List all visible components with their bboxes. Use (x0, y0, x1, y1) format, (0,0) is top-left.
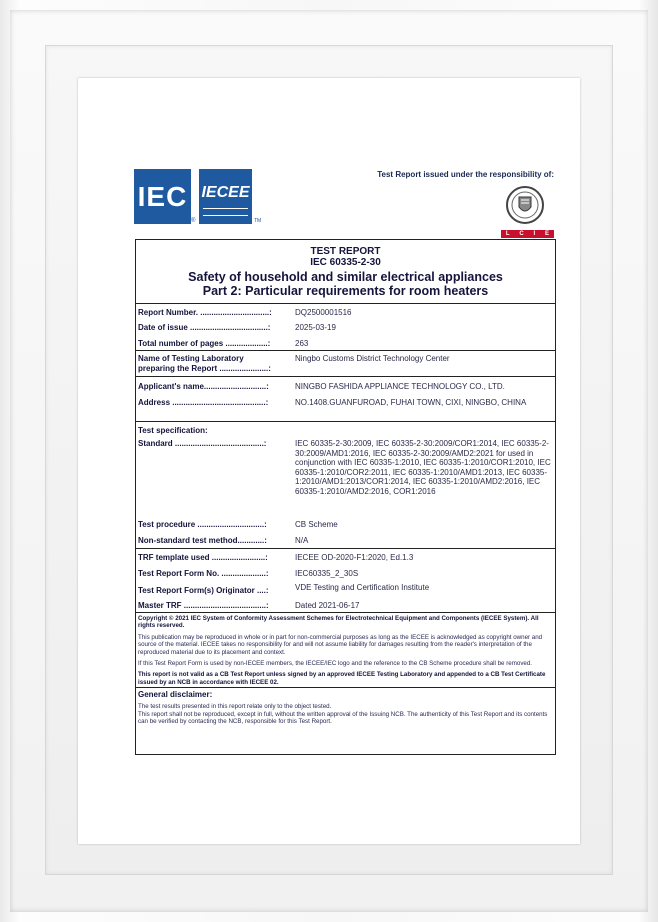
pages-label: Total number of pages ...................: (138, 339, 271, 348)
disclaimer-line-1: The test results presented in this report relate only to the object tested. (138, 703, 332, 711)
address-label: Address ..........................................: (138, 398, 269, 407)
row-date-of-issue (136, 319, 555, 335)
row-trf-form (136, 565, 555, 581)
applicant-label: Applicant's name............................: (138, 382, 269, 391)
iecee-logo-stripes (203, 208, 248, 216)
report-number-label: Report Number. ...............................: (138, 308, 272, 317)
pages-value: 263 (295, 339, 309, 348)
row-trf-originator (136, 581, 555, 597)
lcie-letter-c: C (519, 231, 524, 237)
master-value: Dated 2021-06-17 (295, 601, 360, 610)
originator-label: Test Report Form(s) Originator ....: (138, 586, 269, 595)
report-number-value: DQ2500001516 (295, 308, 352, 317)
row-report-number (136, 304, 555, 319)
lcie-letter-l: L (505, 231, 510, 237)
iecee-logo-text: IECEE (201, 184, 250, 201)
standard-value: IEC 60335-2-30:2009, IEC 60335-2-30:2009/COR1:2014, IEC 60335-2-30:2009/AMD1:2016, IEC 60335-2-30:2009/AMD2:2021 for used in conjunction with IEC 60335-1:2010, IEC 60335-1:2010/COR1:2010, IEC 60335-1:2010/COR2:2011, IEC 60335-1:2010/AMD1:2013, IEC 60335-1:2010/AMD1:2013/COR1:2014, IEC 60335-1:2010/AMD2:2016, IEC 60335-1:2010/AMD2:2016, COR1:2016 (295, 439, 551, 496)
trf-template-value: IECEE OD-2020-F1:2020, Ed.1.3 (295, 553, 414, 562)
test-report-table (135, 239, 556, 755)
report-part: Part 2: Particular requirements for room heaters (202, 284, 489, 298)
lab-label-line1: Name of Testing Laboratory (138, 354, 244, 363)
disclaimer-title: General disclaimer: (138, 690, 213, 700)
procedure-label: Test procedure ..............................: (138, 520, 267, 529)
report-title-block (136, 240, 555, 304)
report-standard: IEC 60335-2-30 (310, 257, 381, 268)
lcie-letter-i: I (533, 231, 536, 237)
iecee-logo (199, 169, 252, 224)
row-test-procedure (136, 517, 555, 533)
trf-form-label: Test Report Form No. ....................: (138, 569, 269, 578)
spec-label: Test specification: (138, 426, 208, 435)
row-standard (136, 436, 555, 517)
row-test-specification (136, 422, 555, 436)
row-address (136, 394, 555, 422)
notice-text-group (136, 613, 555, 687)
row-total-pages (136, 335, 555, 351)
registered-mark: ® (191, 218, 196, 224)
trademark-mark: TM (254, 218, 262, 224)
trf-form-value: IEC60335_2_30S (295, 569, 359, 578)
copyright-block (136, 612, 555, 688)
issued-by-text: Test Report issued under the responsibility of: (377, 170, 554, 179)
applicant-value: NINGBO FASHIDA APPLIANCE TECHNOLOGY CO., LTD. (295, 382, 505, 391)
row-master-trf (136, 597, 555, 612)
copyright-text: Copyright © 2021 IEC System of Conformity Assessment Schemes for Electrotechnical Equipment and Components (IECEE System). All rights reserved. (138, 615, 539, 630)
lab-value: Ningbo Customs District Technology Center (295, 354, 450, 363)
row-testing-lab (136, 351, 555, 377)
originator-value: VDE Testing and Certification Institute (295, 583, 430, 592)
validity-text: This report is not valid as a CB Test Report unless signed by an approved IECEE Testing Laboratory and appended to a CB Test Certificate issued by an NCB in accordance with IECEE 02. (138, 671, 546, 686)
date-value: 2025-03-19 (295, 323, 336, 332)
disclaimer-line-2: This report shall not be reproduced, except in full, without the written approval of the Issuing NCB. The authenticity of this Test Report and its contents can be verified by contacting the NCB, responsible for this Test Report. (138, 710, 548, 726)
row-trf-template (136, 549, 555, 565)
date-label: Date of issue ...................................: (138, 323, 271, 332)
master-label: Master TRF .....................................: (138, 601, 269, 610)
lcie-banner (501, 230, 554, 238)
lab-label-line2: preparing the Report ......................: (138, 364, 271, 373)
row-applicant (136, 377, 555, 394)
copyright-notice (138, 615, 553, 630)
disclaimer-block (136, 688, 555, 726)
reproduction-notice: This publication may be reproduced in whole or in part for non-commercial purposes as long as the IECEE is acknowledged as copyright owner and source of the material. IECEE takes no responsibility for and will not assume liability for damages resulting from the reader's interpretation of the reproduced material due to its placement and context. (138, 633, 543, 656)
address-value: NO.1408.GUANFUROAD, FUHAI TOWN, CIXI, NINGBO, CHINA (295, 398, 527, 407)
validity-notice (138, 671, 553, 686)
trf-template-label: TRF template used ........................: (138, 553, 268, 562)
report-title: TEST REPORT (310, 246, 381, 257)
standard-label: Standard ........................................: (138, 439, 267, 448)
nonstd-value: N/A (295, 536, 309, 545)
non-iecee-notice: If this Test Report Form is used by non-IECEE members, the IECEE/IEC logo and the reference to the CB Scheme procedure shall be removed. (138, 660, 533, 668)
row-non-standard-method (136, 533, 555, 549)
report-subject: Safety of household and similar electrical appliances (188, 270, 503, 284)
disclaimer-group (136, 688, 555, 726)
procedure-value: CB Scheme (295, 520, 338, 529)
bureau-veritas-seal-icon (505, 185, 545, 225)
iec-logo: IEC (134, 169, 191, 224)
lcie-letter-e: E (545, 231, 550, 237)
nonstd-label: Non-standard test method............: (138, 536, 267, 545)
